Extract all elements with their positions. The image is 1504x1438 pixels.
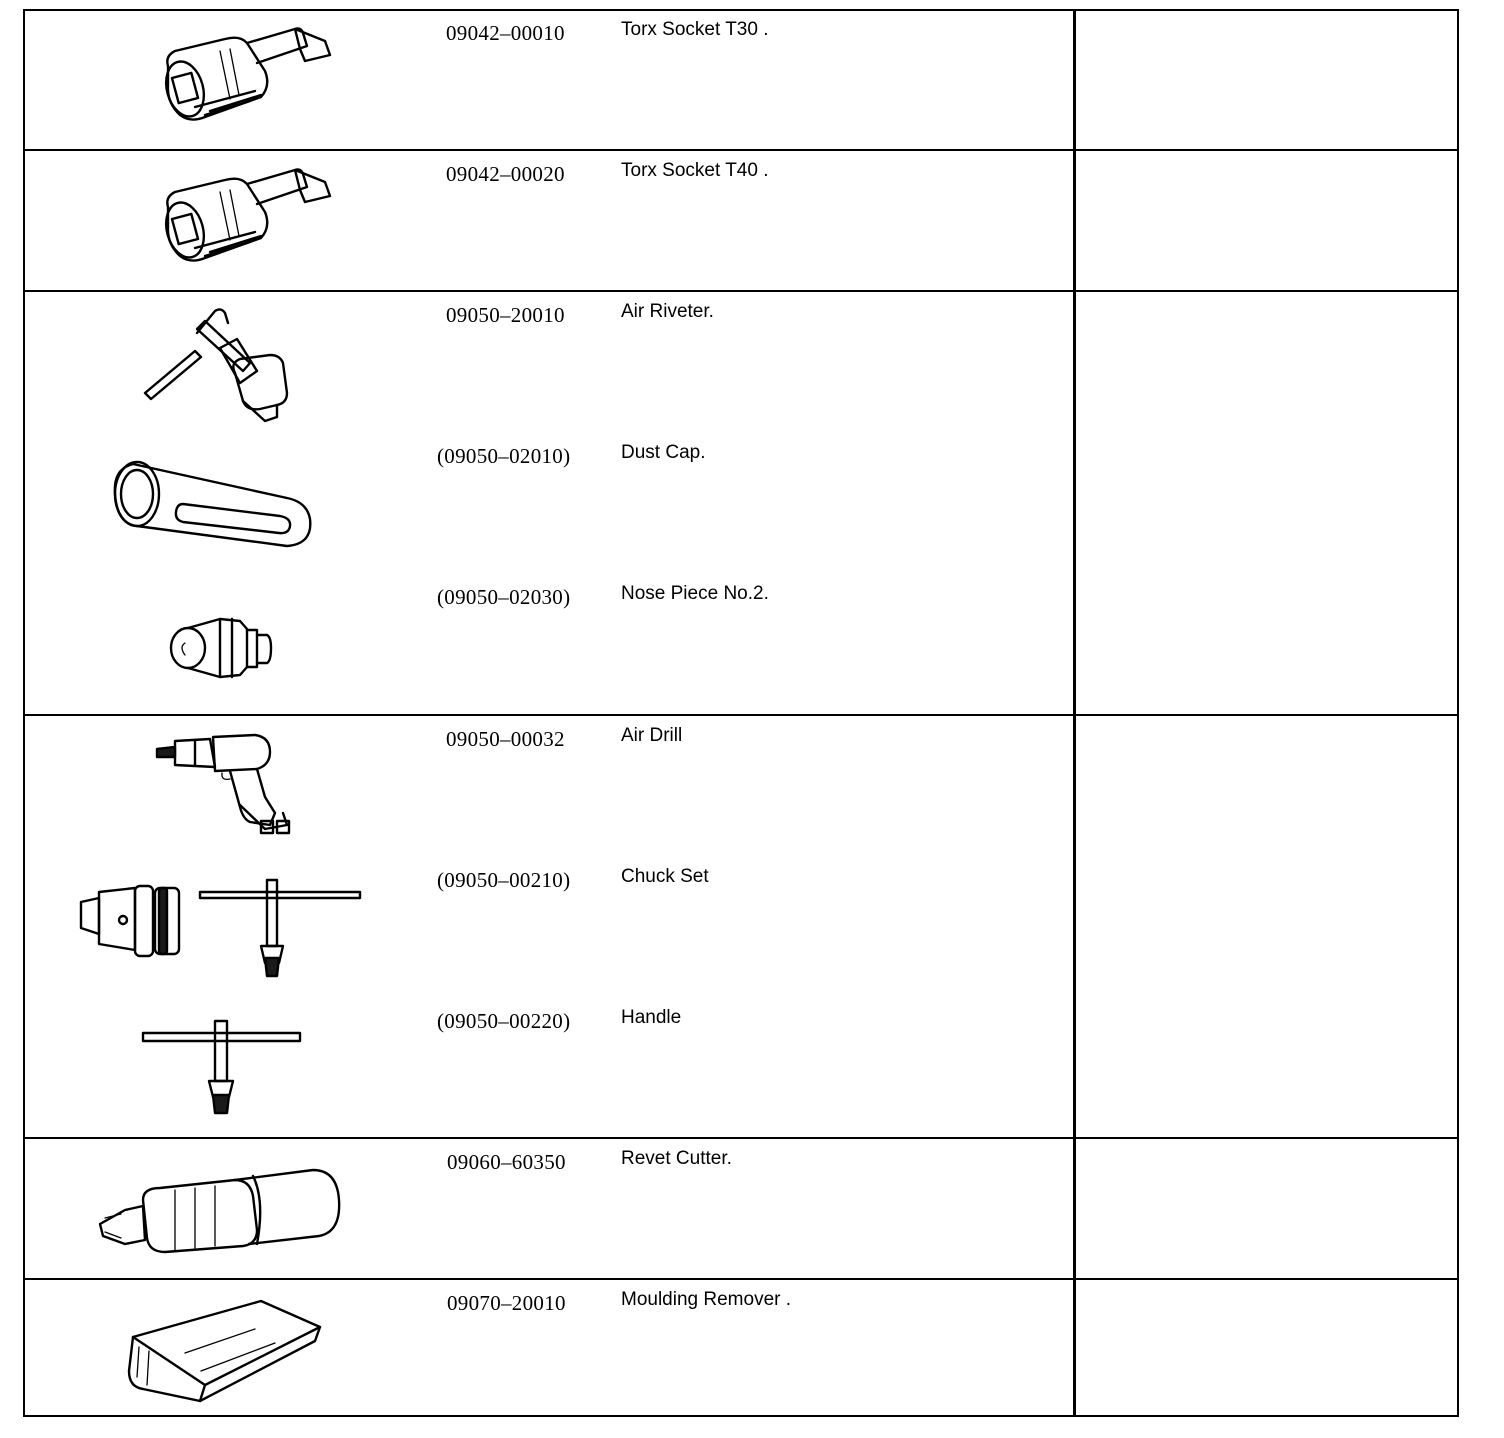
torx-socket-icon (25, 11, 425, 151)
tool-description: Air Riveter. (621, 301, 714, 322)
part-number: (09050–02030) (437, 585, 571, 609)
table-row (25, 11, 1071, 151)
dust-cap-icon (25, 434, 425, 574)
table-row (25, 575, 1071, 715)
table-row (25, 293, 1071, 433)
table-row (25, 434, 1071, 574)
tool-description: Handle (621, 1007, 682, 1028)
rivet-cutter-icon (25, 1140, 425, 1280)
tool-description: Nose Piece No.2. (621, 583, 769, 604)
part-number: 09050–20010 (446, 303, 565, 327)
notes-column-divider (1073, 9, 1076, 1417)
part-number: (09050–00210) (437, 868, 571, 892)
part-number: 09070–20010 (447, 1291, 566, 1315)
table-row (25, 1281, 1071, 1421)
moulding-remover-icon (25, 1281, 425, 1421)
part-number: 09060–60350 (447, 1150, 566, 1174)
table-row (25, 999, 1071, 1139)
chuck-key-handle-icon (25, 999, 425, 1139)
table-row (25, 858, 1071, 998)
tool-description: Torx Socket T30 . (621, 19, 769, 40)
table-row (25, 1140, 1071, 1280)
part-number: (09050–02010) (437, 444, 571, 468)
tool-description: Dust Cap. (621, 442, 706, 463)
tool-description: Air Drill (621, 725, 683, 746)
air-drill-icon (25, 717, 425, 857)
part-number: 09050–00032 (446, 727, 565, 751)
torx-socket-icon (25, 152, 425, 292)
table-row (25, 152, 1071, 292)
part-number: 09042–00010 (446, 21, 565, 45)
nose-piece-icon (25, 575, 425, 715)
air-riveter-icon (25, 293, 425, 433)
table-row (25, 717, 1071, 857)
part-number: 09042–00020 (446, 162, 565, 186)
tool-description: Chuck Set (621, 866, 709, 887)
tool-description: Revet Cutter. (621, 1148, 732, 1169)
tool-description: Moulding Remover . (621, 1289, 792, 1310)
part-number: (09050–00220) (437, 1009, 571, 1033)
chuck-set-icon (25, 858, 425, 998)
tool-description: Torx Socket T40 . (621, 160, 769, 181)
